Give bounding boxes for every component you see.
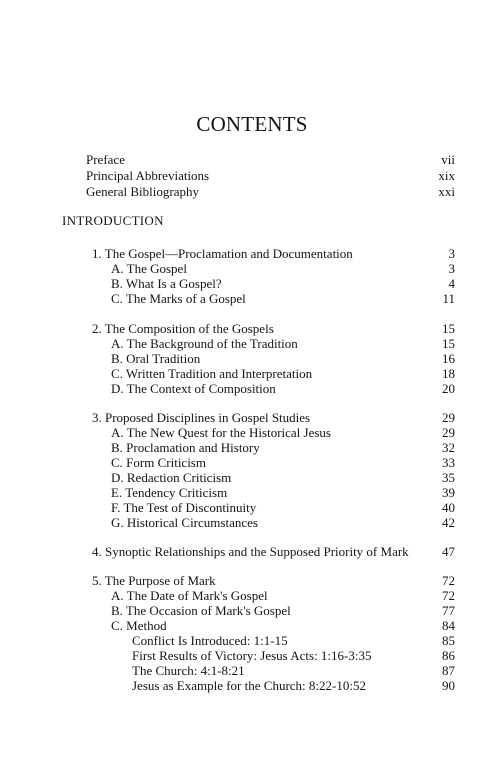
entry-label: A. The Gospel — [111, 261, 187, 276]
entry-label: 3. Proposed Disciplines in Gospel Studies — [92, 410, 311, 425]
entry-label: 5. The Purpose of Mark — [92, 573, 216, 588]
entry-page: 15 — [442, 336, 455, 351]
entry-label: D. Redaction Criticism — [111, 470, 232, 485]
entry-label: 1. The Gospel—Proclamation and Documentation — [92, 246, 353, 261]
entry-label: F. The Test of Discontinuity — [111, 500, 257, 515]
entry-page: 72 — [442, 573, 455, 588]
entry-label: C. Written Tradition and Interpretation — [111, 366, 313, 381]
entry-label: The Church: 4:1-8:21 — [132, 663, 245, 678]
entry-page: 77 — [442, 603, 455, 618]
entry-label: C. The Marks of a Gospel — [111, 291, 246, 306]
entry-label: G. Historical Circumstances — [111, 515, 258, 530]
entry-page: 39 — [442, 485, 455, 500]
section-heading: INTRODUCTION — [62, 213, 164, 228]
entry-label: C. Method — [111, 618, 167, 633]
entry-page: 29 — [442, 425, 455, 440]
entry-page: 47 — [442, 544, 455, 559]
entry-label: Principal Abbreviations — [86, 168, 210, 183]
entry-page: 3 — [448, 246, 455, 261]
entry-page: 87 — [442, 663, 455, 678]
entry-label: A. The Date of Mark's Gospel — [111, 588, 268, 603]
entry-page: xix — [438, 168, 455, 183]
entry-page: 32 — [442, 440, 455, 455]
entry-label: 2. The Composition of the Gospels — [92, 321, 274, 336]
entry-label: A. The Background of the Tradition — [111, 336, 298, 351]
entry-page: 72 — [442, 588, 455, 603]
entry-page: 15 — [442, 321, 455, 336]
entry-label: D. The Context of Composition — [111, 381, 276, 396]
entry-page: 86 — [442, 648, 455, 663]
entry-label: A. The New Quest for the Historical Jesus — [111, 425, 331, 440]
entry-label: Preface — [86, 152, 125, 167]
entry-label: General Bibliography — [86, 184, 199, 199]
entry-page: 35 — [442, 470, 455, 485]
entry-label: B. Proclamation and History — [111, 440, 260, 455]
entry-label: First Results of Victory: Jesus Acts: 1:16-3:35 — [132, 648, 372, 663]
entry-page: 42 — [442, 515, 455, 530]
entry-page: 18 — [442, 366, 455, 381]
entry-label: B. Oral Tradition — [111, 351, 201, 366]
entry-page: 40 — [442, 500, 455, 515]
page-title: CONTENTS — [196, 112, 308, 136]
entry-page: 33 — [442, 455, 455, 470]
entry-page: 90 — [442, 678, 455, 693]
entry-page: 16 — [442, 351, 455, 366]
entry-page: 85 — [442, 633, 455, 648]
entry-label: B. The Occasion of Mark's Gospel — [111, 603, 291, 618]
entry-label: Conflict Is Introduced: 1:1-15 — [132, 633, 288, 648]
entry-label: 4. Synoptic Relationships and the Supposed Priority of Mark — [92, 544, 409, 559]
entry-page: 29 — [442, 410, 455, 425]
entry-label: Jesus as Example for the Church: 8:22-10:52 — [132, 678, 366, 693]
entry-page: 11 — [442, 291, 455, 306]
entry-page: 84 — [442, 618, 455, 633]
entry-page: vii — [441, 152, 455, 167]
entry-label: C. Form Criticism — [111, 455, 206, 470]
entry-page: xxi — [438, 184, 455, 199]
entry-label: B. What Is a Gospel? — [111, 276, 222, 291]
entry-page: 3 — [448, 261, 455, 276]
entry-page: 4 — [448, 276, 455, 291]
entry-page: 20 — [442, 381, 455, 396]
entry-label: E. Tendency Criticism — [111, 485, 228, 500]
